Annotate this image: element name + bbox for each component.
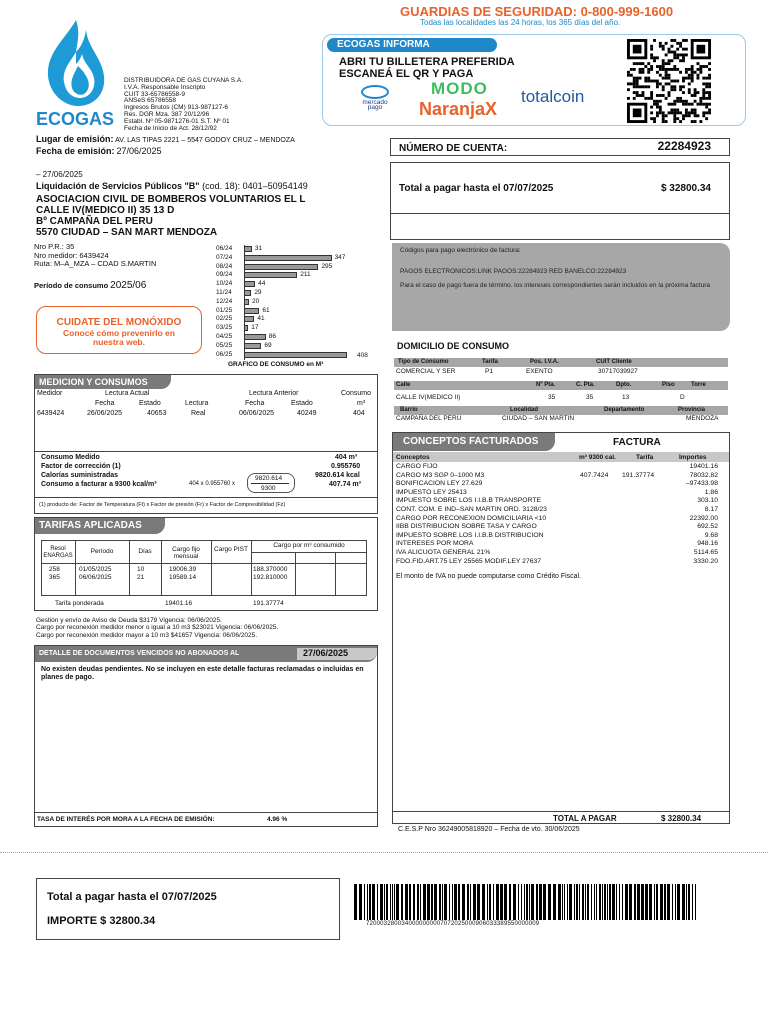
pago-note: Para el caso de pago fuera de término. los intereses correspondientes serán incluidos en la próxima factura: [400, 282, 711, 289]
chart-bar: [244, 264, 318, 270]
concepto-tarifa: 191.37774: [622, 471, 655, 479]
barcode-number: 7200032800340000000007072025000906033389550000009: [366, 921, 540, 927]
domicilio-table: Tipo de Consumo Tarifa Pos. I.V.A. CUIT Cliente COMERCIAL Y SER P1 EXENTO 30717039927 Calle Nº Pta. C. Pta. Dpto. Piso Torre CALLE IV(MEDICO II) 35 35 13 D Barrio Localidad Departamento Provincia CAMPAÑA DEL PERU CIUDAD – SAN MARTIN MENDOZA: [394, 358, 728, 425]
chart-value-label: 86: [268, 333, 276, 340]
chart-value-label: 31: [254, 245, 263, 252]
client-line3: Bº CAMPAÑA DEL PERU: [36, 216, 153, 227]
conceptos-list: [396, 463, 718, 566]
cut-line: [0, 852, 768, 853]
client-address: [36, 194, 305, 238]
tasa-label: TASA DE INTERÉS POR MORA A LA FECHA DE EMISIÓN:: [37, 816, 215, 823]
chart-value-label: 44: [258, 280, 266, 288]
flame-icon: [36, 18, 116, 108]
monoxido-sub: Conocé cómo prevenirlo en nuestra web.: [63, 327, 175, 348]
chart-category-label: 07/24: [216, 253, 233, 261]
concepto-name: BONIFICACION LEY 27.629: [396, 480, 483, 488]
concepto-row: [396, 489, 718, 498]
chart-category-label: 11/24: [216, 289, 232, 296]
chart-axis: [244, 245, 245, 360]
concepto-m3: 407.7424: [580, 471, 609, 479]
concepto-name: CARGO POR RECONEXION DOMICILIARIA <10: [396, 514, 547, 522]
concepto-importe: 3330.20: [693, 557, 718, 565]
chart-category-label: 06/24: [216, 245, 233, 252]
totalcoin-logo: totalcoin: [521, 87, 585, 106]
concepto-name: IVA ALICUOTA GENERAL 21%: [396, 548, 491, 556]
client-line4: 5570 CIUDAD – SAN MART MENDOZA: [36, 227, 218, 238]
chart-xlabel: GRAFICO DE CONSUMO en M³: [228, 361, 324, 368]
ecogas-logo: [36, 18, 116, 130]
chart-category-label: 08/24: [216, 262, 233, 270]
concepto-name: CONT. COM. E IND–SAN MARTIN ORD. 3128/23: [396, 505, 547, 513]
chart-value-label: 61: [262, 306, 270, 314]
concepto-row: [396, 515, 718, 524]
monoxido-box[interactable]: [36, 306, 202, 354]
deuda-box: [34, 645, 378, 827]
chart-bar: [244, 272, 297, 278]
company-anses: ANSeS 65786558: [124, 97, 177, 105]
concepto-importe: 948.16: [697, 540, 718, 548]
tarifa-cell: 365: [49, 574, 60, 581]
company-ingresos: Ingresos Brutos (CM) 913-987127-6: [124, 104, 229, 112]
chart-bar: [244, 255, 332, 261]
tarifa-cell: 19006.39: [169, 566, 197, 573]
company-inicio: Fecha de Inicio de Act. 28/12/92: [124, 124, 217, 132]
chart-category-label: 05/25: [216, 341, 233, 349]
concepto-name: IMPUESTO LEY 25413: [396, 488, 467, 496]
pago-title: Códigos para pago electrónico de factura:: [400, 247, 521, 254]
chart-value-label: 211: [300, 271, 311, 279]
fecha-emision: Fecha de emisión: 27/06/2025: [36, 146, 162, 156]
chart-bar: [244, 308, 259, 314]
chart-bar: [244, 281, 255, 287]
chart-bar: [244, 352, 347, 358]
naranjax-logo: NaranjaX: [419, 99, 498, 119]
iva-note: El monto de IVA no puede computarse como Crédito Fiscal.: [396, 573, 582, 580]
ruta: Ruta: M–A_MZA – CDAD S.MARTIN: [34, 259, 157, 269]
concepto-importe: 5114.65: [693, 548, 718, 556]
chart-value-label: 295: [321, 262, 333, 270]
concepto-name: IMPUESTO SOBRE LOS I.I.B.B DISTRIBUCION: [396, 531, 544, 539]
concepto-row: [396, 549, 718, 558]
concepto-row: [396, 523, 718, 532]
conceptos-title: CONCEPTOS FACTURADOS: [393, 433, 555, 451]
chart-category-label: 09/24: [216, 271, 233, 279]
nro-medidor: Nro medidor: 6439424: [34, 250, 109, 260]
concepto-importe: 8.17: [704, 505, 718, 513]
client-line1: ASOCIACION CIVIL DE BOMBEROS VOLUNTARIOS EL L: [36, 194, 306, 205]
concepto-name: INTERESES POR MORA: [396, 540, 474, 548]
company-info: [124, 78, 243, 133]
concepto-importe: 19401.16: [689, 463, 718, 470]
concepto-row: [396, 532, 718, 541]
monoxido-title: CUIDATE DEL MONÓXIDO: [56, 317, 182, 328]
informa-line1: ABRI TU BILLETERA PREFERIDA: [339, 56, 515, 68]
total-pagar-label: TOTAL A PAGAR: [553, 814, 617, 823]
ecogas-informa-box: [322, 34, 746, 126]
concepto-importe: 9.68: [704, 531, 718, 539]
deuda-date: 27/06/2025: [297, 648, 377, 660]
tarifa-cell: 06/06/2025: [79, 574, 112, 581]
concepto-row: [396, 480, 718, 489]
tarifa-cell: 01/05/2025: [79, 566, 112, 573]
company-estab: Establ. Nº 05-9871276-01 S.T. Nº 01: [124, 117, 230, 125]
tarifa-row: [41, 574, 367, 582]
tarifa-cell: 19589.14: [169, 574, 197, 581]
concepto-row: [396, 558, 718, 567]
concepto-importe: 78032.82: [689, 471, 718, 479]
concepto-importe: 1.86: [704, 488, 718, 496]
concepto-importe: 303.10: [697, 497, 718, 505]
tarifas-rows: [41, 566, 367, 582]
avisos: Gestión y envío de Aviso de Deuda $3179 Vigencia: 06/06/2025. Cargo por reconexión medidor menor o igual a 10 m3 $23021 Vigencia: 06/06/2025. Cargo por reconexión medidor mayor a 10 m3 $41657 Vigencia: 06/06/2025.: [36, 617, 279, 639]
chart-category-label: 06/25: [216, 350, 233, 358]
qr-code[interactable]: [627, 39, 711, 123]
tarifa-cell: 188.370000: [253, 566, 288, 573]
chart-value-label: 20: [252, 297, 260, 305]
total-label: Total a pagar hasta el 07/07/2025: [399, 183, 554, 194]
concepto-name: CARGO M3 SGP 0–1000 M3: [396, 471, 485, 479]
concepto-row: [396, 463, 718, 472]
informa-title: ECOGAS INFORMA: [327, 38, 497, 52]
concepto-importe: 22392.00: [689, 514, 718, 522]
tarifa-cell: 10: [137, 566, 145, 573]
chart-bar: [244, 290, 251, 296]
chart-category-label: 10/24: [216, 280, 233, 288]
company-iva: I.V.A. Responsable Inscripto: [124, 83, 206, 91]
chart-bar: [244, 334, 266, 340]
conceptos-box: CONCEPTOS FACTURADOS FACTURA Conceptos m³ 9300 cal. Tarifa Importes CARGO FIJO 19401.16 CARGO M3 SGP 0–1000 M3 407.7424 191.37774 78032.82 BONIFICACION LEY 27.629 –97433.98 IMPUESTO LEY 25413 1.86 IMPUESTO SOBRE LOS I.I.B.B TRANSPORTE 303.10 CONT. COM. E IND–SAN MARTIN ORD. 3128/23 8.17 CARGO POR RECONEXION DOMICILIARIA <10 22392.00 IIBB DISTRIBUCION SOBRE TASA Y CARGO 692.52 IMPUESTO SOBRE LOS I.I.B.B DISTRIBUCION 9.68 INTERESES POR MORA 948.16 IVA ALICUOTA GENERAL 21% 5114.65 FDO.FID.ART.75 LEY 25565 MODIF.LEY 27637 3330.20 El monto de IVA no puede computarse como Crédito Fiscal. TOTAL A PAGAR $ 32800.34: [392, 432, 730, 824]
concepto-importe: –97433.98: [685, 480, 718, 488]
modo-logo: MODO: [431, 79, 488, 98]
client-meta: [34, 243, 156, 269]
concepto-name: CARGO FIJO: [396, 463, 438, 470]
chart-category-label: 04/25: [216, 333, 233, 340]
concepto-row: [396, 497, 718, 506]
chart-bar: [244, 246, 252, 252]
lugar-emision: Lugar de emisión: AV. LAS TIPAS 2221 – 5547 GODOY CRUZ – MENDOZA: [36, 134, 295, 144]
deuda-text: No existen deudas pendientes. No se incluyen en este detalle facturas reclamadas o incluidas en planes de pago.: [41, 666, 364, 682]
tasa-value: 4.96 %: [267, 816, 288, 823]
concepto-name: IIBB DISTRIBUCION SOBRE TASA Y CARGO: [396, 523, 537, 531]
domicilio-title: DOMICILIO DE CONSUMO: [397, 341, 509, 351]
total-pagar-value: $ 32800.34: [661, 814, 702, 823]
informa-line2: ESCANEÁ EL QR Y PAGA: [339, 68, 474, 80]
talon-total: Total a pagar hasta el 07/07/2025: [47, 891, 217, 903]
company-name: DISTRIBUIDORA DE GAS CUYANA S.A.: [124, 77, 244, 84]
guardias-title: GUARDIAS DE SEGURIDAD: 0-800-999-1600: [400, 4, 674, 19]
cuenta-value: 22284923: [657, 139, 711, 153]
cuenta-box: [390, 138, 730, 156]
chart-value-label: 69: [264, 341, 272, 349]
tarifas-box: TARIFAS APLICADAS Resol ENARGAS Período Días Cargo fijo mensual Cargo PIST Cargo por m³ consumido 258 01/05/2025 10 19006.39 188.370000 365 06/06/2025 21 19589.14 192.810000 Tarifa ponderada 19401.16 191.37774: [34, 517, 378, 611]
client-line2: CALLE IV(MEDICO II) 35 13 D: [36, 205, 175, 216]
medicion-title: MEDICION Y CONSUMOS: [35, 375, 171, 389]
chart-value-label: 29: [254, 289, 262, 296]
pago-electronico-box: [392, 243, 730, 331]
tarifa-cell: 192.810000: [253, 574, 288, 581]
liquidacion: Liquidación de Servicios Públicos "B" (cod. 18): 0401–50954149: [36, 181, 308, 191]
tarifa-cell: 21: [137, 574, 145, 581]
nro-pr: Nro P.R.: 35: [34, 242, 75, 251]
pago-line: PAGOS ELECTRONICOS:LINK PAGOS:22284923 RED BANELCO:22284923: [400, 268, 627, 275]
tarifa-cell: 258: [49, 566, 60, 573]
talon-box: [36, 878, 340, 940]
concepto-row: [396, 472, 718, 481]
tarifa-row: [41, 566, 367, 574]
total-value: $ 32800.34: [660, 183, 711, 194]
factura-label: FACTURA: [613, 437, 661, 448]
talon-importe: IMPORTE $ 32800.34: [47, 915, 156, 927]
chart-value-label: 17: [251, 324, 259, 332]
concepto-row: [396, 540, 718, 549]
concepto-importe: 692.52: [697, 523, 718, 531]
concepto-row: [396, 506, 718, 515]
chart-bar: [244, 343, 261, 349]
logo-text: ECOGAS: [36, 109, 115, 130]
guardias-subtitle: Todas las localidades las 24 horas, los 365 días del año.: [420, 18, 621, 27]
company-res: Res. DGR Mza. 387 20/12/96: [124, 111, 210, 119]
chart-value-label: 408: [356, 351, 368, 359]
chart-category-label: 12/24: [216, 297, 233, 305]
chart-category-label: 02/25: [216, 315, 233, 323]
deuda-title: DETALLE DE DOCUMENTOS VENCIDOS NO ABONADOS AL: [39, 650, 240, 657]
concepto-name: FDO.FID.ART.75 LEY 25565 MODIF.LEY 27637: [396, 557, 542, 565]
chart-category-label: 01/25: [216, 306, 233, 314]
cuenta-label: NÚMERO DE CUENTA:: [399, 143, 508, 154]
mercadopago-logo: mercado pago: [353, 85, 397, 112]
concepto-name: IMPUESTO SOBRE LOS I.I.B.B TRANSPORTE: [396, 497, 542, 505]
total-box: [390, 162, 730, 240]
tarifas-title: TARIFAS APLICADAS: [35, 518, 165, 534]
chart-category-label: 03/25: [216, 324, 233, 332]
cesp-line: C.E.S.P Nro 36249005818920 – Fecha de vto. 30/06/2025: [398, 826, 580, 833]
periodo-fecha: – 27/06/2025: [36, 170, 83, 179]
barcode[interactable]: [352, 884, 698, 920]
medicion-box: MEDICION Y CONSUMOS Medidor Lectura Actual Lectura Anterior Consumo Fecha Estado Lectura Fecha Estado m³ 6439424 26/06/2025 40653 Real 06/06/2025 40249 404 Consumo Medido 404 m³ Factor de corrección (1) 0.955760 Calorías suministradas 9820.614 kcal Consumo a facturar a 9300 kcal/m³ 404 x 0.955760 x 9820.614 9300 407.74 m³ (1) producto de: Factor de Temperatura (Ft) x Factor de presión (Fr) x Factor de Compresibilidad (Fz): [34, 374, 378, 514]
chart-value-label: 41: [257, 315, 265, 323]
chart-bar: [244, 316, 254, 322]
periodo-consumo: Período de consumo 2025/06: [34, 280, 147, 291]
chart-value-label: 347: [334, 253, 346, 261]
company-cuit: CUIT 33-65786558-9: [124, 90, 185, 98]
